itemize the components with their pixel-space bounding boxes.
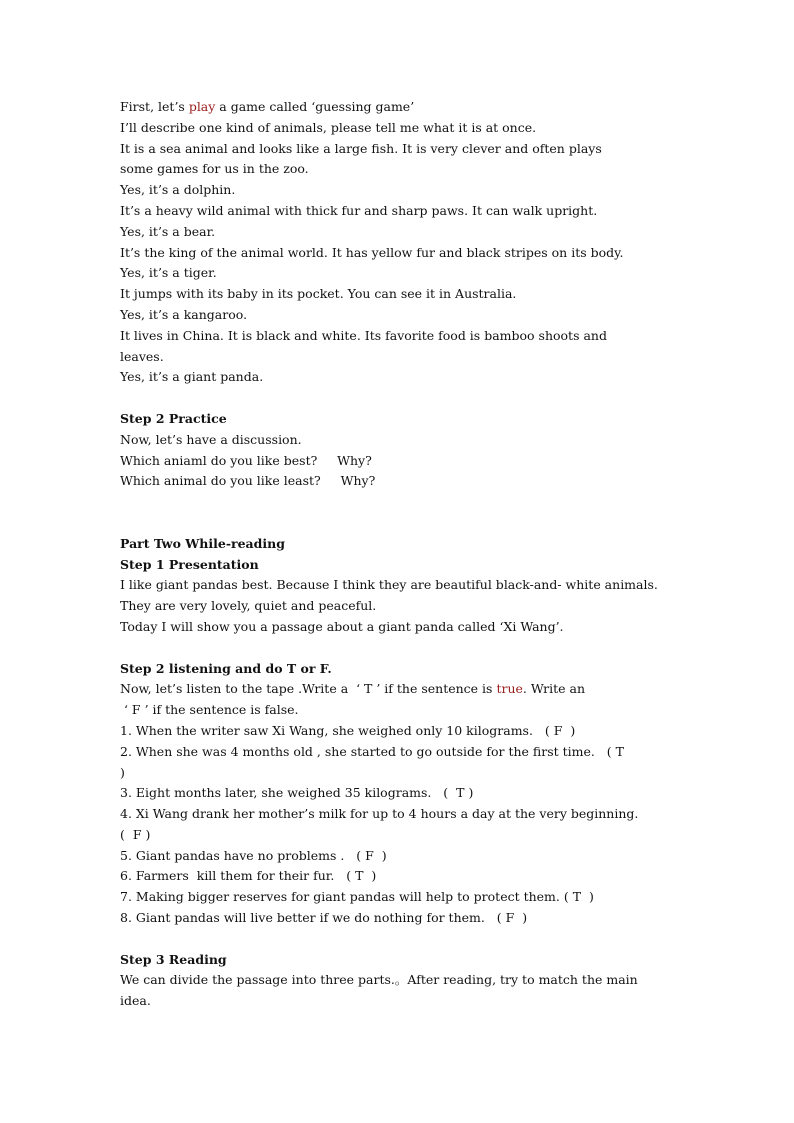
listening-intro-2: ‘ F ’ if the sentence is false. [120, 702, 299, 718]
text-span: a game called ‘guessing game’ [215, 99, 415, 114]
tf-item-1: 1. When the writer saw Xi Wang, she weighed only 10 kilograms. ( F ) [120, 722, 576, 738]
tf-item-3: 3. Eight months later, she weighed 35 kilograms. ( T ) [120, 785, 474, 801]
warmup-line-2: I’ll describe one kind of animals, please tell me what it is at once. [120, 119, 537, 135]
warmup-line-9: Yes, it’s a tiger. [120, 265, 217, 281]
warmup-line-4: some games for us in the zoo. [120, 161, 309, 177]
tf-item-6: 6. Farmers kill them for their fur. ( T ) [120, 868, 377, 884]
practice-heading: Step 2 Practice [120, 410, 227, 426]
listening-intro-1 [120, 679, 680, 700]
spacer [120, 929, 680, 950]
tf-item-4: 4. Xi Wang drank her mother’s milk for up to 4 hours a day at the very beginning. [120, 806, 639, 822]
presentation-line-1: I like giant pandas best. Because I think they are beautiful black-and- white animals. [120, 577, 658, 593]
warmup-line-12: It lives in China. It is black and white. Its favorite food is bamboo shoots and [120, 327, 607, 343]
highlighted-word: true [496, 681, 523, 697]
presentation-heading: Step 1 Presentation [120, 556, 259, 572]
spacer [120, 492, 680, 534]
warmup-line-13: leaves. [120, 348, 164, 364]
warmup-line-1 [120, 97, 680, 118]
reading-line-2: idea. [120, 993, 151, 1009]
presentation-line-3: Today I will show you a passage about a giant panda called ‘Xi Wang’. [120, 618, 564, 634]
warmup-line-3: It is a sea animal and looks like a large fish. It is very clever and often plays [120, 140, 602, 156]
spacer [120, 638, 680, 659]
tf-item-8: 8. Giant pandas will live better if we do nothing for them. ( F ) [120, 910, 528, 926]
warmup-line-8: It’s the king of the animal world. It has yellow fur and black stripes on its body. [120, 244, 624, 260]
highlighted-word: play [188, 99, 216, 114]
document-page [120, 97, 680, 1012]
tf-item-2-cont: ) [120, 764, 125, 780]
presentation-line-2: They are very lovely, quiet and peaceful. [120, 598, 377, 614]
text-span: Now, let’s listen to the tape .Write a ‘ T ’ if the sentence is [120, 681, 497, 697]
warmup-line-7: Yes, it’s a bear. [120, 223, 216, 239]
warmup-line-10: It jumps with its baby in its pocket. You can see it in Australia. [120, 286, 517, 302]
part-two-heading: Part Two While-reading [120, 535, 285, 551]
warmup-line-6: It’s a heavy wild animal with thick fur and sharp paws. It can walk upright. [120, 202, 598, 218]
practice-line-2: Which aniaml do you like best? Why? [120, 452, 372, 468]
reading-line-1: We can divide the passage into three parts.。After reading, try to match the main [120, 972, 638, 988]
practice-line-3: Which animal do you like least? Why? [120, 473, 376, 489]
tf-item-2: 2. When she was 4 months old , she started to go outside for the first time. ( T [120, 743, 624, 759]
warmup-line-14: Yes, it’s a giant panda. [120, 369, 264, 385]
listening-heading: Step 2 listening and do T or F. [120, 660, 332, 676]
text-span: . Write an [522, 681, 586, 697]
tf-item-7: 7. Making bigger reserves for giant pandas will help to protect them. ( T ) [120, 889, 594, 905]
warmup-line-11: Yes, it’s a kangaroo. [120, 306, 248, 322]
practice-line-1: Now, let’s have a discussion. [120, 431, 302, 447]
tf-item-5: 5. Giant pandas have no problems . ( F ) [120, 847, 387, 863]
warmup-line-5: Yes, it’s a dolphin. [120, 182, 236, 198]
spacer [120, 388, 680, 409]
text-span: First, let’s [120, 99, 189, 114]
tf-item-4-cont: ( F ) [120, 826, 151, 842]
reading-heading: Step 3 Reading [120, 951, 227, 967]
